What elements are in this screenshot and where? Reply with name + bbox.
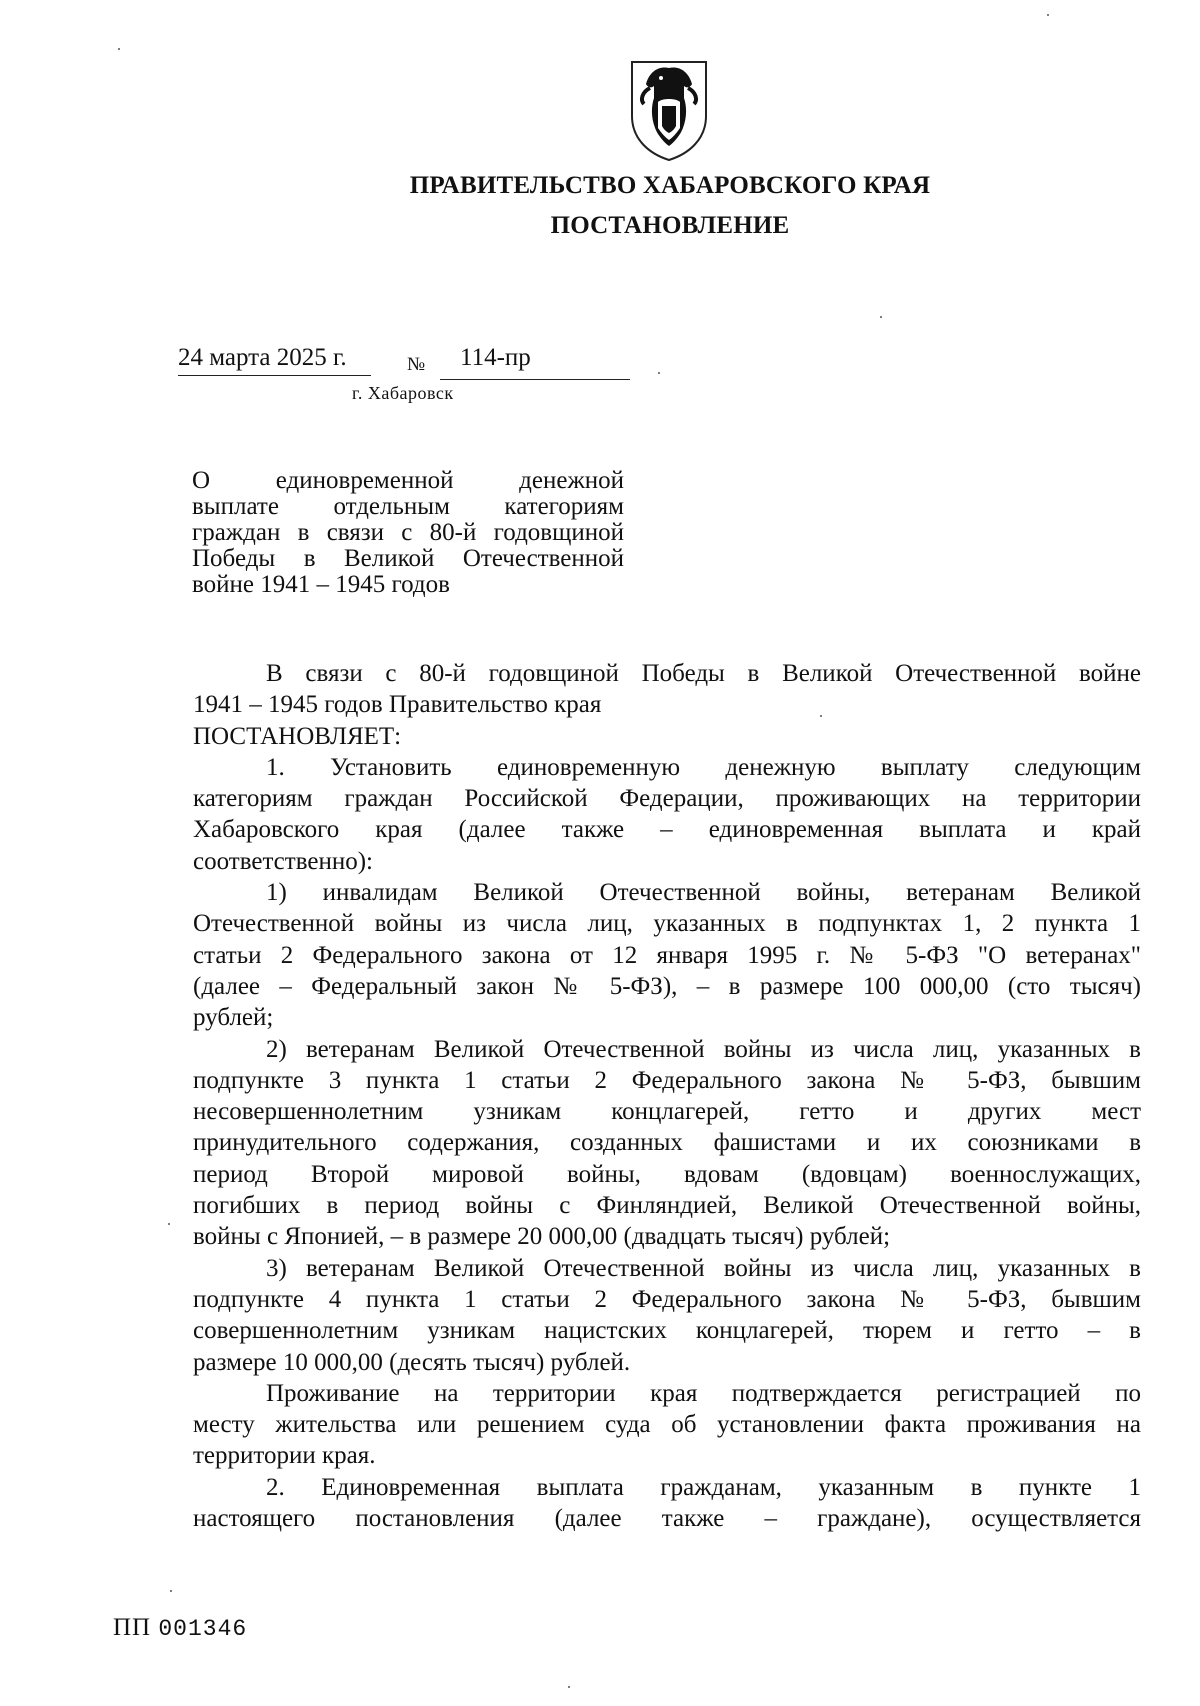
resolves-heading: ПОСТАНОВЛЯЕТ: xyxy=(193,722,402,750)
body-line: погибших в период войны с Финляндией, Великой Отечественной войны, xyxy=(193,1192,1141,1220)
body-line: (далее – Федеральный закон № 5-ФЗ), – в размере 100 000,00 (сто тысяч) xyxy=(193,972,1141,1000)
body-line: соответственно): xyxy=(193,847,373,875)
subject-line: войне 1941 – 1945 годов xyxy=(192,571,450,598)
form-series: ПП xyxy=(113,1614,152,1641)
paragraph-1 xyxy=(193,752,1141,877)
scan-speck xyxy=(118,48,120,50)
body-line: месту жительства или решением суда об установлении факта проживания на xyxy=(193,1411,1141,1439)
subparagraph-1-3 xyxy=(193,1253,1141,1378)
body-line: Отечественной войны из числа лиц, указанных в подпунктах 1, 2 пункта 1 xyxy=(193,910,1141,938)
form-serial-number xyxy=(113,1614,247,1642)
residence-paragraph xyxy=(193,1378,1141,1472)
document-date: 24 марта 2025 г. xyxy=(178,344,347,371)
subject-line: выплате отдельным категориям xyxy=(192,493,624,520)
body-line: размере 10 000,00 (десять тысяч) рублей. xyxy=(193,1348,631,1376)
government-title: ПРАВИТЕЛЬСТВО ХАБАРОВСКОГО КРАЯ xyxy=(409,172,931,199)
number-sign: № xyxy=(407,354,426,375)
body-line: подпункте 3 пункта 1 статьи 2 Федерального закона № 5-ФЗ, бывшим xyxy=(193,1066,1141,1094)
date-underline xyxy=(178,375,371,376)
intro-paragraph xyxy=(193,658,1141,721)
body-line: рублей; xyxy=(193,1004,274,1032)
body-line: принудительного содержания, созданных фашистами и их союзниками в xyxy=(193,1129,1141,1157)
subject-line: Победы в Великой Отечественной xyxy=(192,545,624,572)
body-line: В связи с 80-й годовщиной Победы в Великой Отечественной войне xyxy=(266,660,1141,687)
subparagraph-1-2 xyxy=(193,1034,1141,1253)
body-line: территории края. xyxy=(193,1442,376,1470)
body-line: 1941 – 1945 годов Правительство края xyxy=(193,691,602,719)
body-line: 2) ветеранам Великой Отечественной войны из числа лиц, указанных в xyxy=(266,1035,1141,1063)
paragraph-2 xyxy=(193,1472,1141,1535)
scan-speck xyxy=(820,715,822,717)
scan-speck xyxy=(568,1686,570,1688)
subparagraph-1-1 xyxy=(193,877,1141,1033)
subject-line: О единовременной денежной xyxy=(192,467,624,494)
number-underline xyxy=(440,379,630,380)
body-line: Хабаровского края (далее также – единовременная выплата и край xyxy=(193,816,1141,844)
subject-line: граждан в связи с 80-й годовщиной xyxy=(192,519,624,546)
scan-speck xyxy=(658,372,660,374)
body-line: статьи 2 Федерального закона от 12 января 1995 г. № 5-ФЗ "О ветеранах" xyxy=(193,941,1141,969)
body-line: подпункте 4 пункта 1 статьи 2 Федерального закона № 5-ФЗ, бывшим xyxy=(193,1285,1141,1313)
scan-speck xyxy=(170,1590,172,1592)
body-line: совершеннолетним узникам нацистских концлагерей, тюрем и гетто – в xyxy=(193,1317,1141,1345)
body-line: 1) инвалидам Великой Отечественной войны, ветеранам Великой xyxy=(266,879,1141,907)
scan-speck xyxy=(168,1223,170,1225)
body-line: Проживание на территории края подтверждается регистрацией по xyxy=(266,1379,1141,1407)
body-line: 2. Единовременная выплата гражданам, указанным в пункте 1 xyxy=(266,1473,1141,1501)
scan-speck xyxy=(1047,14,1049,16)
document-number: 114-пр xyxy=(460,344,531,371)
body-line: 1. Установить единовременную денежную выплату следующим xyxy=(266,753,1141,781)
document-subject xyxy=(192,468,624,598)
body-line: настоящего постановления (далее также – граждане), осуществляется xyxy=(193,1505,1141,1533)
body-line: войны с Японией, – в размере 20 000,00 (двадцать тысяч) рублей; xyxy=(193,1223,891,1251)
khabarovsk-coat-of-arms-icon xyxy=(628,58,710,162)
body-line: период Второй мировой войны, вдовам (вдовцам) военнослужащих, xyxy=(193,1160,1141,1188)
document-city: г. Хабаровск xyxy=(352,383,454,403)
scan-speck xyxy=(880,316,882,318)
document-type-title: ПОСТАНОВЛЕНИЕ xyxy=(550,212,790,239)
form-serial: 001346 xyxy=(158,1616,248,1642)
body-line: несовершеннолетним узникам концлагерей, гетто и других мест xyxy=(193,1098,1141,1126)
body-line: 3) ветеранам Великой Отечественной войны из числа лиц, указанных в xyxy=(266,1254,1141,1282)
body-line: категориям граждан Российской Федерации, проживающих на территории xyxy=(193,785,1141,813)
document-body xyxy=(193,658,1141,1534)
